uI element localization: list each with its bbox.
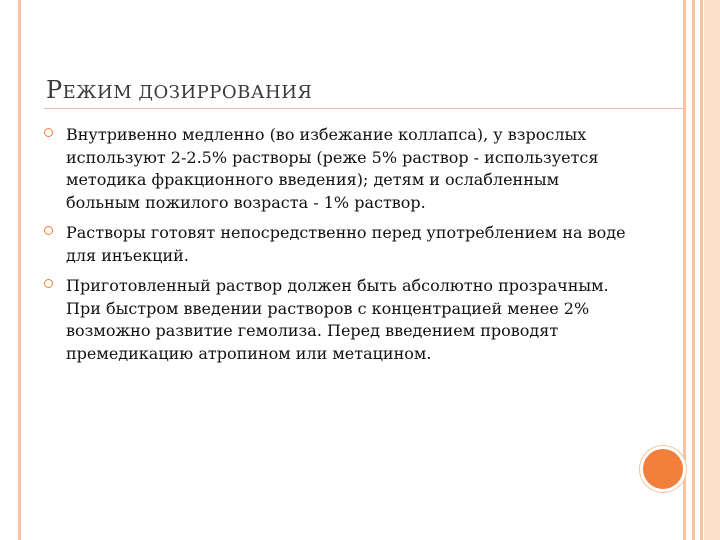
bullet-list [44, 124, 634, 373]
title-underline [44, 108, 683, 109]
slide-title: РЕЖИМ ДОЗИРРОВАНИЯ [46, 76, 313, 104]
hollow-circle-bullet-icon [44, 128, 53, 137]
list-item-text: Растворы готовят непосредственно перед употреблением на воде для инъекций. [66, 223, 626, 265]
right-frame-line-3 [700, 0, 703, 540]
left-frame-line [18, 0, 21, 540]
hollow-circle-bullet-icon [44, 279, 53, 288]
orange-circle-decoration-icon [640, 446, 686, 492]
list-item [44, 124, 634, 214]
list-item [44, 222, 634, 267]
right-decorative-band [704, 0, 720, 540]
right-frame-line-2 [692, 0, 695, 540]
list-item-text: Внутривенно медленно (во избежание коллапса), у взрослых используют 2-2.5% растворы (реже 5% раствор - используется методика фракционного введения); детям и ослабленным больным пожилого возраста - 1% раствор. [66, 125, 599, 212]
hollow-circle-bullet-icon [44, 226, 53, 235]
list-item [44, 275, 634, 365]
list-item-text: Приготовленный раствор должен быть абсолютно прозрачным. При быстром введении растворов с концентрацией менее 2% возможно развитие гемолиза. Перед введением проводят премедикацию атропином или метацином. [66, 276, 609, 363]
